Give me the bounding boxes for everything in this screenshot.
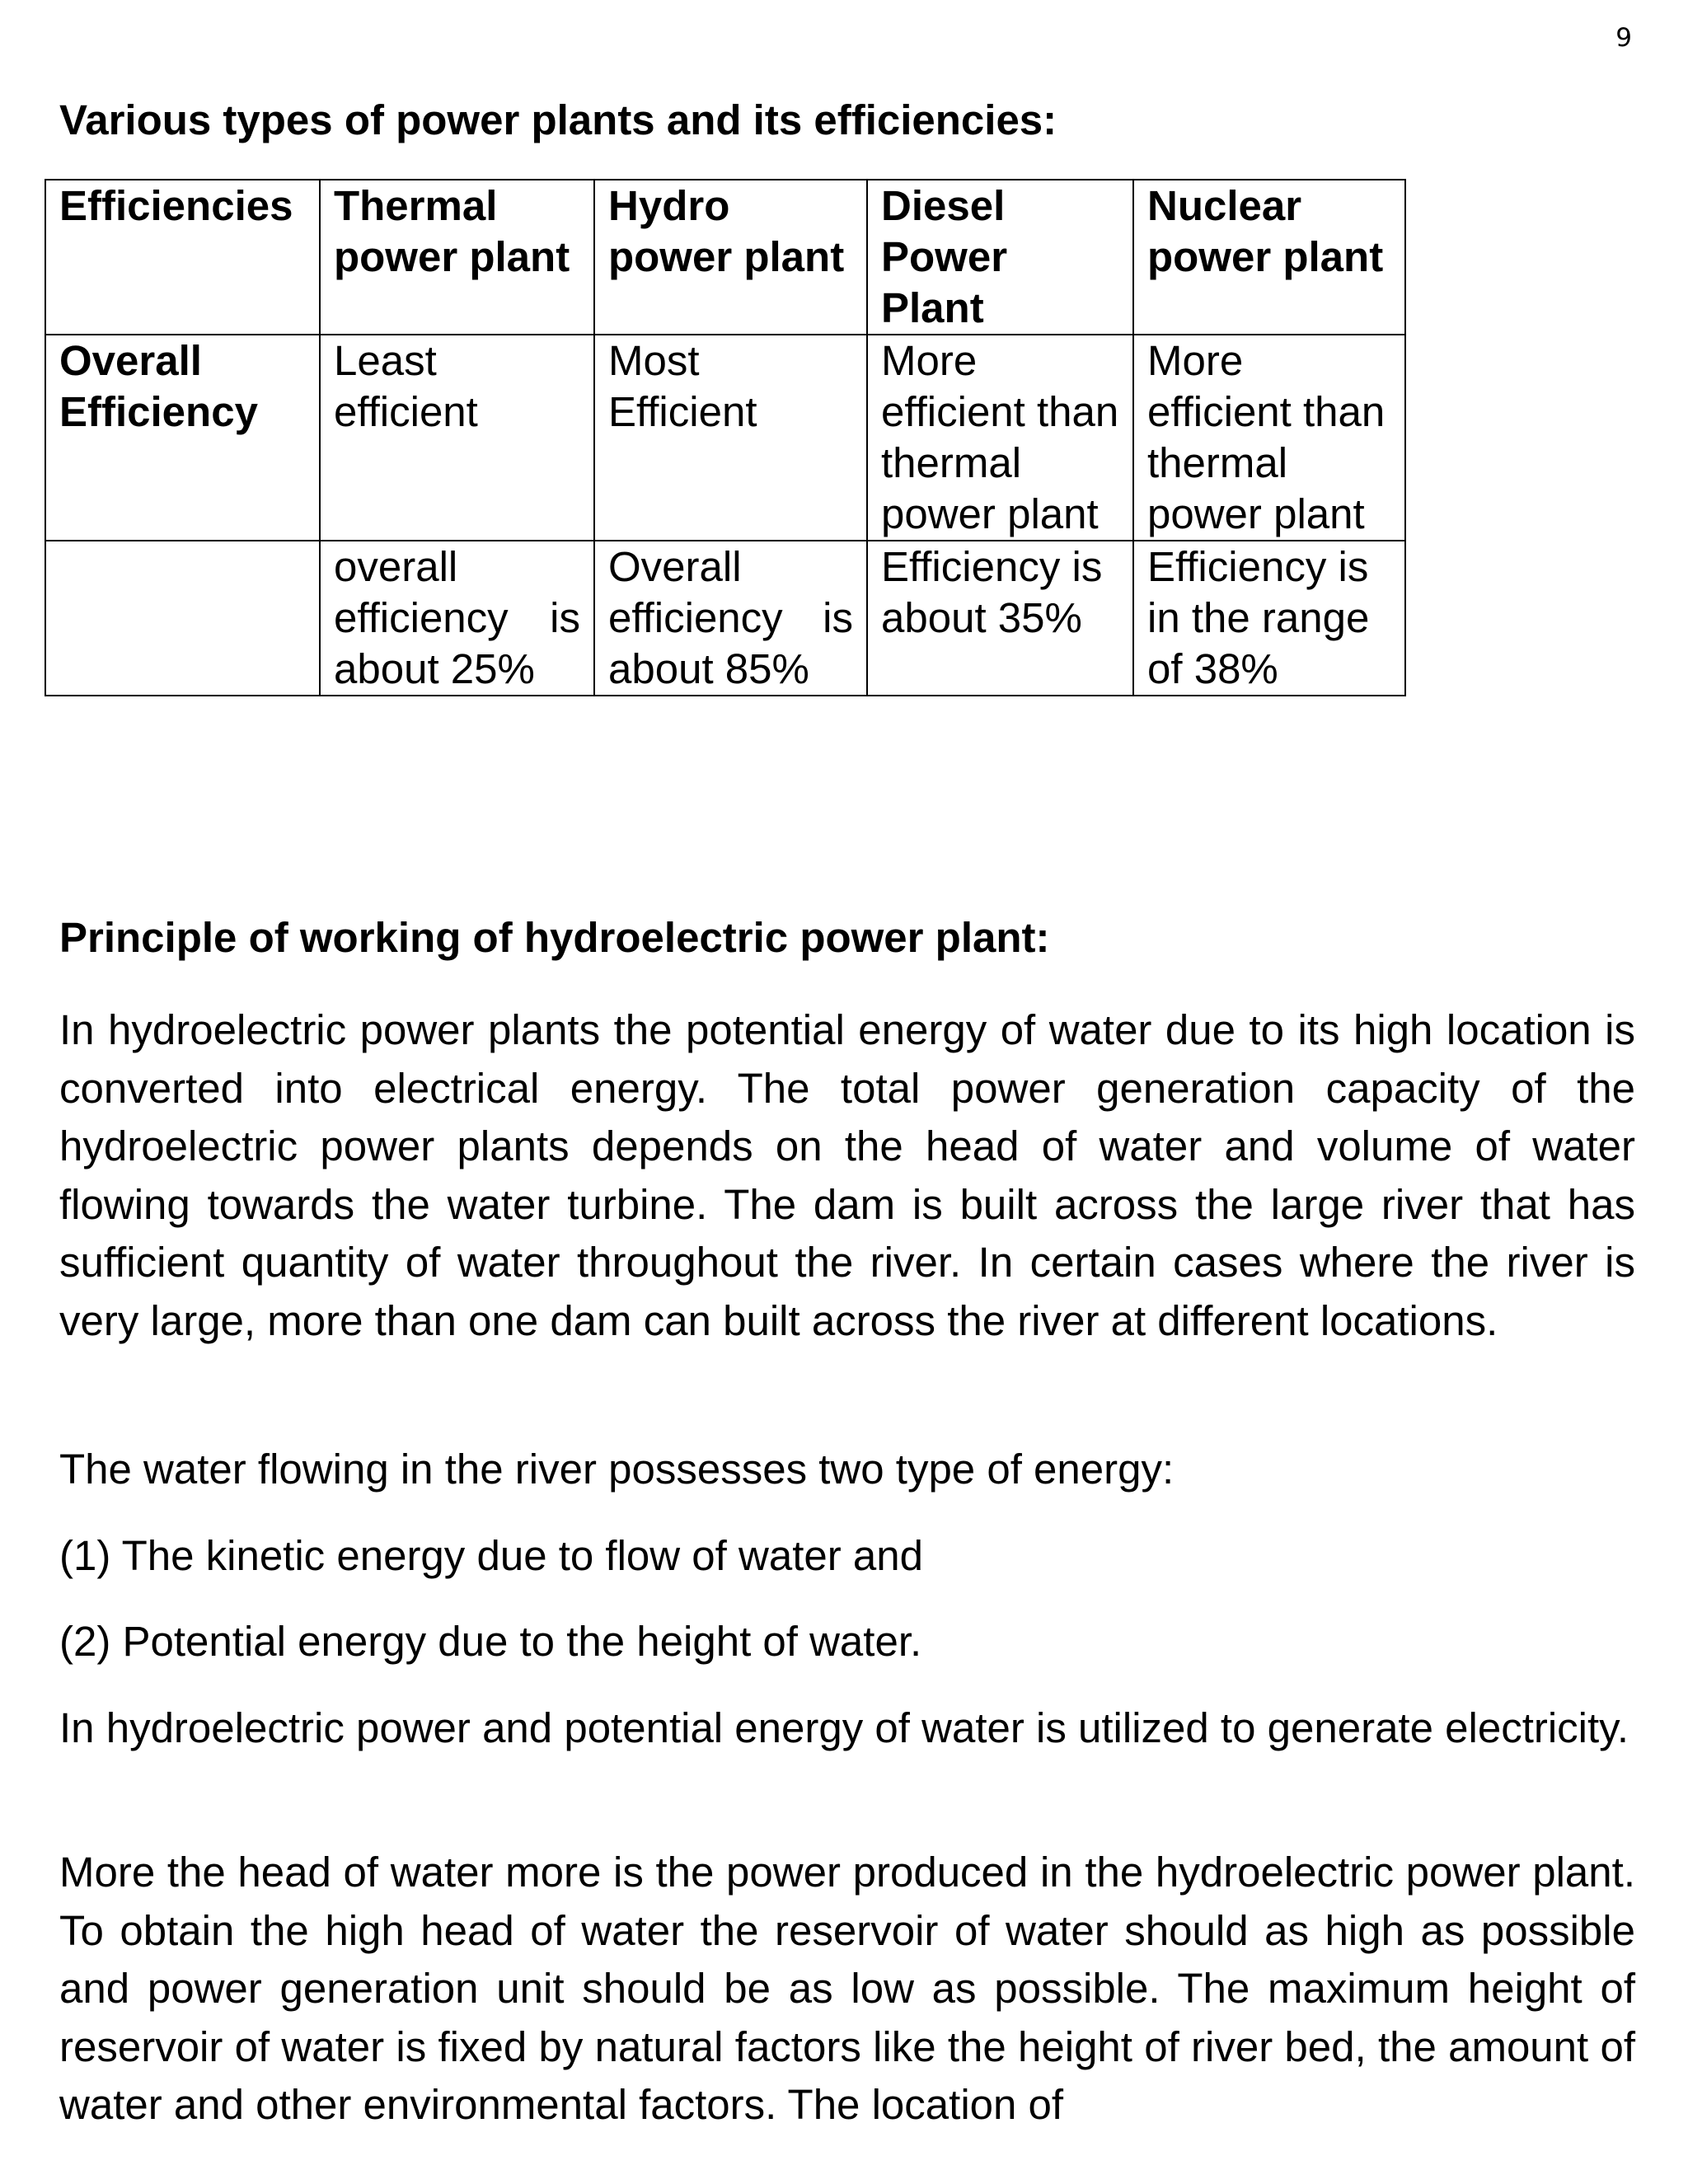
table-header-row xyxy=(45,180,1405,335)
paragraph: More the head of water more is the power produced in the hydroelectric power plant. To obtain the high head of water the reservoir of water should as high as possible and power generation unit should be as low as possible. The maximum height of reservoir of water is fixed by natural factors like the height of river bed, the amount of water and other environmental factors. The location of xyxy=(59,1849,1635,2128)
table-cell: Least efficient xyxy=(320,335,594,541)
table-cell: Efficiency is in the range of 38% xyxy=(1133,541,1405,696)
page-number: 9 xyxy=(1615,23,1632,53)
table-row xyxy=(45,541,1405,696)
list-item: (2) Potential energy due to the height of water. xyxy=(59,1618,922,1665)
paragraph: In hydroelectric power and potential energy of water is utilized to generate electricity. xyxy=(59,1704,1629,1751)
table-cell: Overall efficiency is about 85% xyxy=(594,541,867,696)
table-header-cell: Nuclear power plant xyxy=(1133,180,1405,335)
paragraph: In hydroelectric power plants the potential energy of water due to its high location is converted into electrical energy. The total power generation capacity of the hydroelectric power plants depends on the head of water and volume of water flowing towards the water turbine. The dam is built across the large river that has sufficient quantity of water throughout the river. In certain cases where the river is very large, more than one dam can built across the river at different locations. xyxy=(59,1006,1635,1344)
table-cell: Most Efficient xyxy=(594,335,867,541)
list-item: (1) The kinetic energy due to flow of water and xyxy=(59,1532,923,1579)
table-cell: Efficiency is about 35% xyxy=(867,541,1133,696)
table-header-cell: Efficiencies xyxy=(45,180,320,335)
table-row-label xyxy=(45,541,320,696)
table-cell: More efficient than thermal power plant xyxy=(867,335,1133,541)
section-heading-principle: Principle of working of hydroelectric power plant: xyxy=(59,914,1050,961)
efficiency-table xyxy=(45,179,1406,696)
table-cell: More efficient than thermal power plant xyxy=(1133,335,1405,541)
table-row-label: Overall Efficiency xyxy=(45,335,320,541)
table-header-cell: Diesel Power Plant xyxy=(867,180,1133,335)
section-heading-efficiencies: Various types of power plants and its efficiencies: xyxy=(59,96,1057,143)
table-header-cell: Thermal power plant xyxy=(320,180,594,335)
table-row xyxy=(45,335,1405,541)
paragraph: The water flowing in the river possesses two type of energy: xyxy=(59,1446,1175,1493)
table-cell: overall efficiency is about 25% xyxy=(320,541,594,696)
table-header-cell: Hydro power plant xyxy=(594,180,867,335)
